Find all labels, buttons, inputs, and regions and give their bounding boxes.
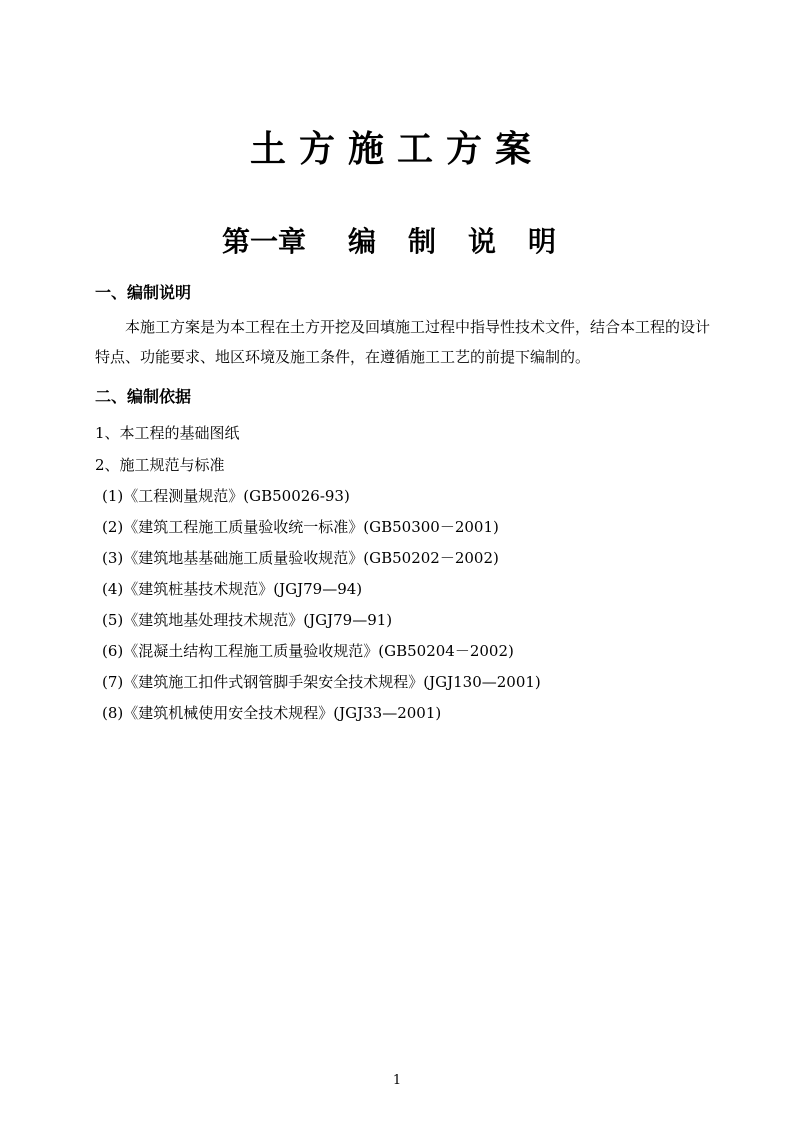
chapter-word: 说: [468, 225, 497, 258]
reference-item: (6)《混凝土结构工程施工质量验收规范》(GB50204－2002): [102, 642, 514, 660]
chapter-word: 明: [528, 225, 557, 258]
reference-item: (3)《建筑地基基础施工质量验收规范》(GB50202－2002): [102, 549, 499, 567]
chapter-number: 第一章: [221, 225, 306, 258]
list-item: 2、施工规范与标准: [95, 456, 225, 474]
paragraph-line: 特点、功能要求、地区环境及施工条件，在遵循施工工艺的前提下编制的。: [95, 348, 591, 366]
section-paragraph: [95, 312, 725, 372]
reference-item: (8)《建筑机械使用安全技术规程》(JGJ33—2001): [102, 704, 442, 722]
document-title: 土方施工方案: [249, 129, 544, 170]
chapter-word: 编: [347, 225, 376, 258]
reference-item: (4)《建筑桩基技术规范》(JGJ79—94): [102, 580, 363, 598]
chapter-word: 制: [407, 225, 436, 258]
paragraph-line: 本施工方案是为本工程在土方开挖及回填施工过程中指导性技术文件，结合本工程的设计: [125, 318, 711, 336]
list-item: 1、本工程的基础图纸: [95, 424, 240, 442]
reference-item: (1)《工程测量规范》(GB50026-93): [102, 487, 350, 505]
section-heading-2: 二、编制依据: [95, 387, 192, 406]
section-heading-1: 一、编制说明: [95, 283, 192, 302]
reference-item: (5)《建筑地基处理技术规范》(JGJ79—91): [102, 611, 393, 629]
reference-item: (2)《建筑工程施工质量验收统一标准》(GB50300－2001): [102, 518, 499, 536]
chapter-heading: [0, 222, 794, 262]
reference-item: (7)《建筑施工扣件式钢管脚手架安全技术规程》(JGJ130—2001): [102, 673, 541, 691]
page-number: 1: [392, 1073, 402, 1088]
